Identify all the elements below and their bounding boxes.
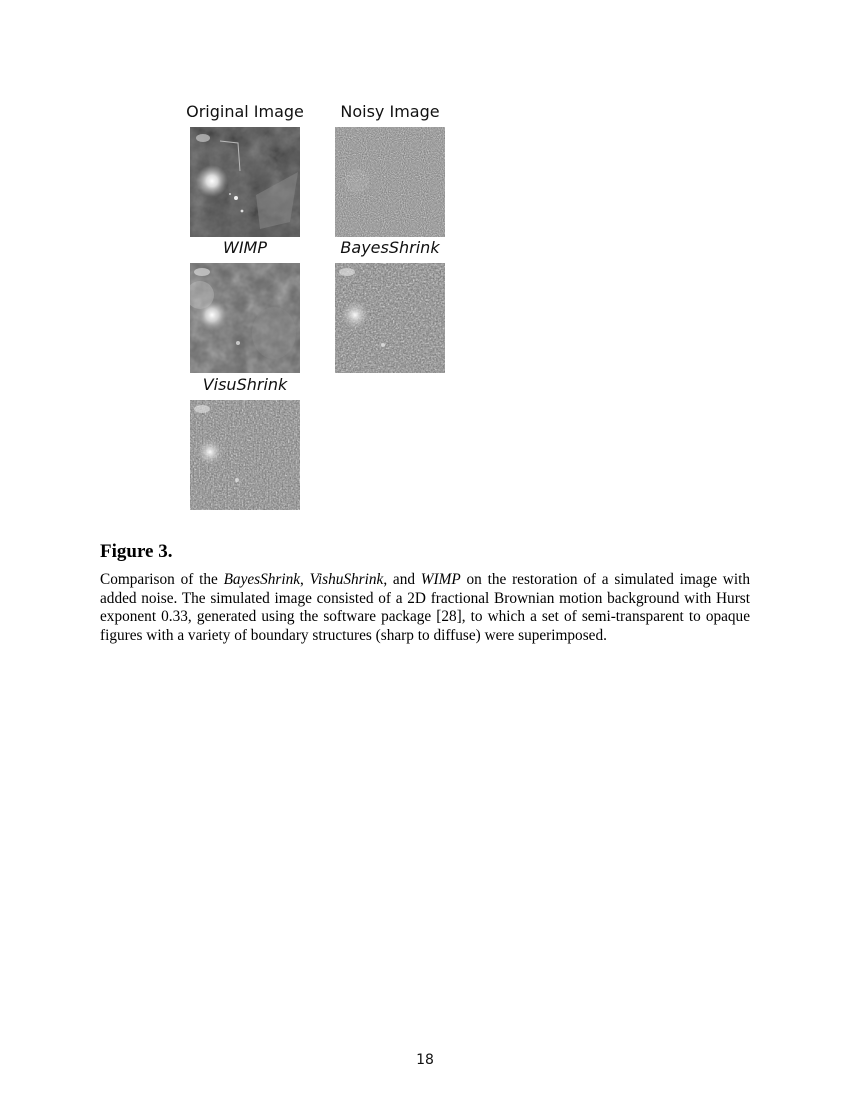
visushrink-image <box>190 400 300 510</box>
caption-text: on the restoration of a simulated image with added noise. The simulated image consisted of a 2D fractional Brownian motion background with Hurst exponent 0.33, generated using the software package [28], to which a set of semi-transparent to opaque figures with a variety of boundary structures (sharp to diffuse) were superimposed. <box>100 571 750 644</box>
panel-title-bayes: BayesShrink <box>340 238 440 257</box>
wimp-image <box>190 263 300 373</box>
caption-method: VishuShrink <box>309 571 384 588</box>
noisy-image <box>335 127 445 237</box>
panel-title-original: Original Image <box>186 102 304 121</box>
original-image <box>190 127 300 237</box>
caption-text: , and <box>383 571 421 588</box>
figure-caption <box>100 571 750 645</box>
panel-title-visu: VisuShrink <box>202 375 288 394</box>
panel-title-noisy: Noisy Image <box>340 102 440 121</box>
caption-text: Comparison of the <box>100 571 224 588</box>
caption-method: BayesShrink <box>223 571 301 588</box>
figure-heading: Figure 3. <box>100 541 173 562</box>
page-number: 18 <box>416 1052 434 1068</box>
bayesshrink-image <box>335 263 445 373</box>
caption-method: WIMP <box>420 571 461 588</box>
panel-title-wimp: WIMP <box>223 238 267 257</box>
caption-text: , <box>300 571 310 588</box>
